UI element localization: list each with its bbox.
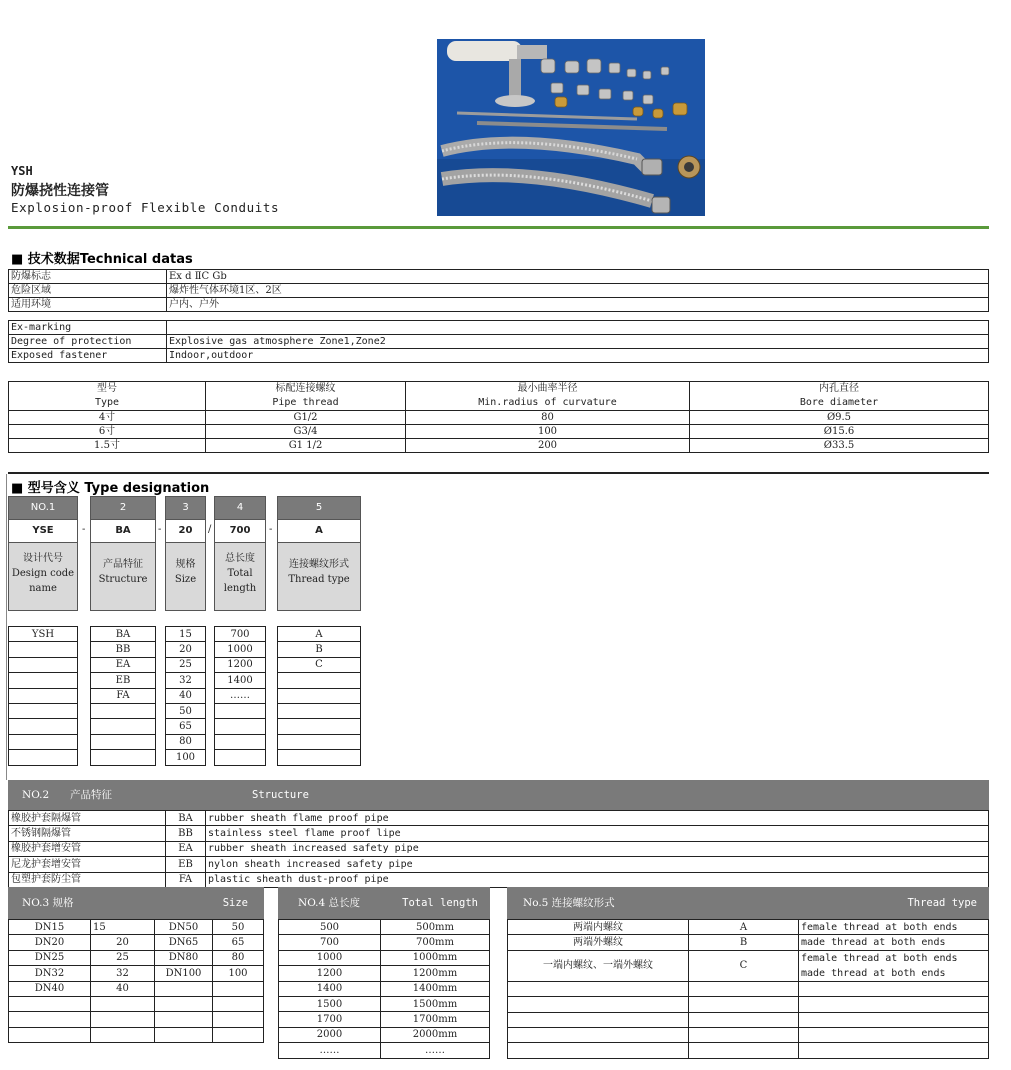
column-thread: A B C [277,626,361,766]
separator: - [269,524,273,535]
designation-block-5: 5 A 连接螺纹形式 Thread type [277,496,361,611]
section-divider [8,226,989,229]
section-divider [8,472,989,474]
spec-table: 型号 Type 标配连接螺纹 Pipe thread 最小曲率半径 Min.radius of curvature 内孔直径 Bore diameter 4寸 G1/2 80 Ø9.5 6寸 G3/4 100 Ø15.6 1.5寸 G1 1/2 200 Ø33.5 [8,381,989,453]
designation-block-3: 3 20 规格 Size [165,496,206,611]
structure-header: NO.2 产品特征 Structure [8,780,989,810]
section-title-designation: ■ 型号含义 Type designation [11,481,210,496]
structure-table: 橡胶护套隔爆管 BA rubber sheath flame proof pipe 不锈钢隔爆管 BB stainless steel flame proof lipe 橡胶护套增安管 EA rubber sheath increased safety pipe 尼龙护套增安管 EB nylon sheath increased safety pipe 包塑护套防尘管 FA plastic sheath dust-proof pipe [8,810,989,888]
separator: - [158,524,162,535]
separator: / [208,524,212,535]
designation-block-4: 4 700 总长度 Total length [214,496,266,611]
length-table: 500 500mm 700 700mm 1000 1000mm 1200 1200mm 1400 1400mm 1500 1500mm 1700 1700mm 2000 2000mm …… …… [278,919,490,1059]
product-photo [437,39,705,216]
size-header: NO.3 规格 Size [8,887,264,919]
separator: - [82,524,86,535]
product-title-cn: 防爆挠性连接管 [11,183,109,199]
product-code: YSH [11,164,33,178]
designation-block-1: NO.1 YSE 设计代号 Design code name [8,496,78,611]
tech-table-cn: 防爆标志 Ex d ⅡC Gb 危险区域 爆炸性气体环境1区、2区 适用环境 户内、户外 [8,269,989,312]
tech-table-en: Ex-marking Degree of protection Explosive gas atmosphere Zone1,Zone2 Exposed fastener Indoor,outdoor [8,320,989,363]
thread-header: No.5 连接螺纹形式 Thread type [507,887,989,919]
length-header: NO.4 总长度 Total length [278,887,490,919]
designation-block-2: 2 BA 产品特征 Structure [90,496,156,611]
frame-line [6,474,7,780]
column-size: 15 20 25 32 40 50 65 80 100 [165,626,206,766]
product-title-en: Explosion-proof Flexible Conduits [11,200,280,215]
thread-table: 两端内螺纹 A female thread at both ends 两端外螺纹 B made thread at both ends 一端内螺纹、一端外螺纹 C female thread at both ends made thread at both ends [507,919,989,1059]
column-length: 700 1000 1200 1400 …… [214,626,266,766]
size-table: DN15 15 DN50 50 DN20 20 DN65 65 DN25 25 DN80 80 DN32 32 DN100 100 DN40 40 [8,919,264,1043]
column-structure: BA BB EA EB FA [90,626,156,766]
section-title-technical: ■ 技术数据Technical datas [11,252,193,267]
column-design-code: YSH [8,626,78,766]
